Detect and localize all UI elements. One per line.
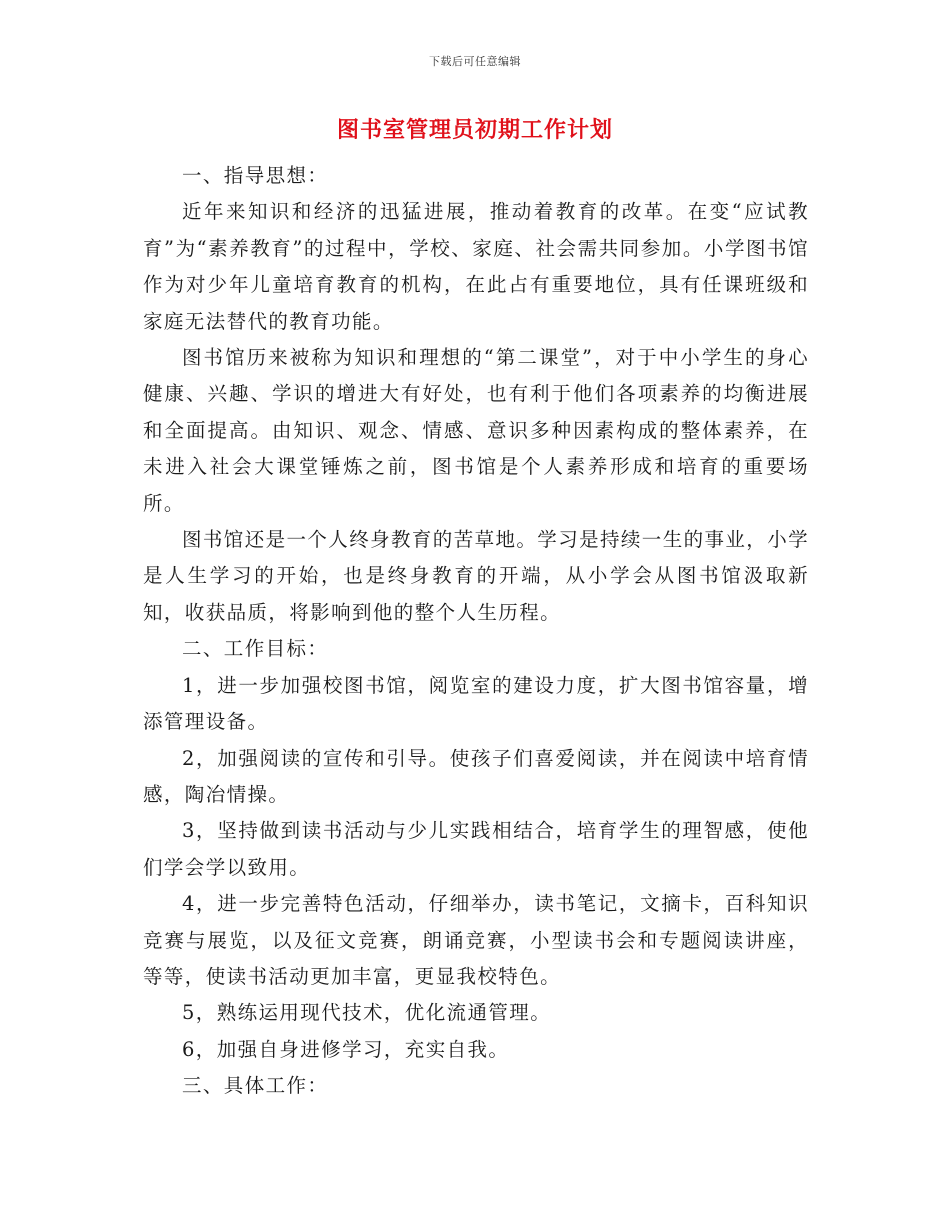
header-note: 下载后可任意编辑 [429, 55, 521, 68]
goal-item: 5，熟练运用现代技术，优化流通管理。 [182, 1001, 552, 1025]
section-heading-specific-work: 三、具体工作： [182, 1074, 329, 1098]
goal-item: 3，坚持做到读书活动与少儿实践相结合，培育学生的理智感，使他们学会学以致用。 [143, 819, 809, 879]
goal-item: 2，加强阅读的宣传和引导。使孩子们喜爱阅读，并在阅读中培育情感，陶冶情操。 [143, 746, 809, 806]
section-heading-guiding-ideology: 一、指导思想： [182, 164, 329, 187]
document-body [143, 158, 809, 1105]
goal-item: 1，进一步加强校图书馆，阅览室的建设力度，扩大图书馆容量，增添管理设备。 [143, 673, 809, 734]
section-heading-work-goals: 二、工作目标： [182, 637, 329, 661]
goal-item: 6，加强自身进修学习，充实自我。 [182, 1037, 510, 1061]
paragraph: 图书馆还是一个人终身教育的苦草地。学习是持续一生的事业，小学是人生学习的开始，也是终身教育的开端，从小学会从图书馆汲取新知，收获品质，将影响到他的整个人生历程。 [143, 528, 810, 624]
paragraph: 近年来知识和经济的迅猛进展，推动着教育的改革。在变“应试教育”为“素养教育”的过程中，学校、家庭、社会需共同参加。小学图书馆作为对少年儿童培育教育的机构，在此占有重要地位，具有任课班级和家庭无法替代的教育功能。 [143, 200, 809, 333]
document-title: 图书室管理员初期工作计划 [336, 117, 613, 143]
goal-item: 4，进一步完善特色活动，仔细举办，读书笔记，文摘卡，百科知识竞赛与展览，以及征文竞赛，朗诵竞赛，小型读书会和专题阅读讲座，等等，使读书活动更加丰富，更显我校特色。 [143, 892, 809, 988]
paragraph: 图书馆历来被称为知识和理想的“第二课堂”，对于中小学生的身心健康、兴趣、学识的增进大有好处，也有利于他们各项素养的均衡进展和全面提高。由知识、观念、情感、意识多种因素构成的整体素养，在未进入社会大课堂锤炼之前，图书馆是个人素养形成和培育的重要场所。 [143, 346, 809, 515]
